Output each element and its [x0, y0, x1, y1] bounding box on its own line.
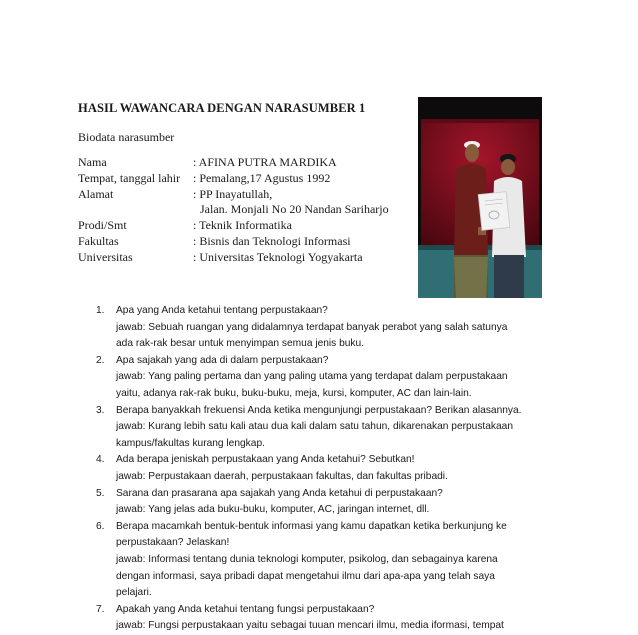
answer-text: jawab: Perpustakaan daerah, perpustakaan fakultas, dan fakultas pribadi.: [116, 470, 448, 482]
list-number: 4.: [96, 454, 105, 466]
biodata-value: : Teknik Informatika: [193, 218, 292, 233]
question-text: Ada berapa jeniskah perpustakaan yang Anda ketahui? Sebutkan!: [116, 454, 415, 466]
biodata-row-ttl: [78, 171, 389, 187]
biodata-value: : Pemalang,17 Agustus 1992: [193, 170, 331, 185]
list-number: 1.: [96, 305, 105, 316]
question-list: [96, 303, 566, 635]
question-text: Apa sajakah yang ada di dalam perpustakaan?: [116, 354, 329, 366]
biodata-value: : AFINA PUTRA MARDIKA: [193, 155, 337, 169]
question-text: Berapa macamkah bentuk-bentuk informasi yang kamu dapatkan ketika berkunjung ke: [116, 520, 507, 532]
answer-text: dengan informasi, saya pribadi dapat mengetahui ilmu dari apa-apa yang telah saya: [116, 570, 495, 582]
answer-text: yaitu, adanya rak-rak buku, buku-buku, meja, kursi, komputer, AC dan lain-lain.: [116, 387, 472, 399]
answer-text: pelajari.: [116, 587, 152, 599]
biodata-label: Alamat: [78, 186, 114, 201]
document-title: HASIL WAWANCARA DENGAN NARASUMBER 1: [78, 101, 366, 115]
answer-text: jawab: Sebuah ruangan yang didalamnya terdapat banyak perabot yang salah satunya: [116, 321, 508, 333]
biodata-value: : Universitas Teknologi Yogyakarta: [193, 249, 363, 264]
list-item: [96, 303, 566, 353]
biodata-label: Prodi/Smt: [78, 218, 127, 233]
question-text: perpustakaan? Jelaskan!: [116, 537, 230, 549]
question-text: Berapa banyakkah frekuensi Anda ketika mengunjungi perpustakaan? Berikan alasannya.: [116, 404, 522, 416]
answer-text: jawab: Yang jelas ada buku-buku, komputer, AC, jaringan internet, dll.: [116, 504, 430, 516]
list-item: [96, 519, 566, 602]
biodata-label: Tempat, tanggal lahir: [78, 170, 181, 185]
answer-text: kampus/fakultas kurang lengkap.: [116, 437, 265, 449]
list-number: 5.: [96, 487, 105, 499]
question-text: Sarana dan prasarana apa sajakah yang Anda ketahui di perpustakaan?: [116, 487, 443, 499]
biodata-row-universitas: [78, 250, 389, 266]
list-item: [96, 403, 566, 453]
list-item: [96, 486, 566, 519]
question-text: Apakah yang Anda ketahui tentang fungsi perpustakaan?: [116, 603, 375, 615]
list-number: 7.: [96, 603, 105, 615]
biodata-row-alamat: [78, 187, 389, 219]
biodata-row-prodi: [78, 218, 389, 234]
answer-text: jawab: Fungsi perpustakaan yaitu sebagai tuuan mencari ilmu, media iformasi, tempat: [116, 620, 504, 632]
biodata-table: [78, 155, 389, 266]
biodata-value: : PP Inayatullah,: [193, 186, 273, 201]
answer-text: jawab: Kurang lebih satu kali atau dua kali dalam satu tahun, dikarenakan perpustakaan: [116, 421, 514, 433]
biodata-label: Fakultas: [78, 233, 119, 248]
question-text: Apa yang Anda ketahui tentang perpustakaan?: [116, 305, 328, 316]
biodata-value-continuation: Jalan. Monjali No 20 Nandan Sariharjo: [200, 202, 389, 217]
list-number: 3.: [96, 404, 105, 416]
biodata-row-nama: [78, 155, 389, 171]
list-number: 2.: [96, 354, 105, 366]
biodata-heading: Biodata narasumber: [78, 130, 175, 144]
answer-text: jawab: Yang paling pertama dan yang paling utama yang terdapat dalam perpustakaan: [116, 371, 508, 383]
biodata-row-fakultas: [78, 234, 389, 250]
answer-text: ada rak-rak besar untuk menyimpan semua jenis buku.: [116, 338, 365, 350]
biodata-value: : Bisnis dan Teknologi Informasi: [193, 233, 351, 248]
list-item: [96, 452, 566, 485]
list-item: [96, 353, 566, 403]
answer-text: jawab: Informasi tentang dunia teknologi komputer, psikolog, dan sebagainya karena: [116, 553, 498, 565]
biodata-label: Universitas: [78, 249, 133, 264]
list-number: 6.: [96, 520, 105, 532]
biodata-label: Nama: [78, 155, 107, 169]
interview-photo: [418, 97, 542, 298]
